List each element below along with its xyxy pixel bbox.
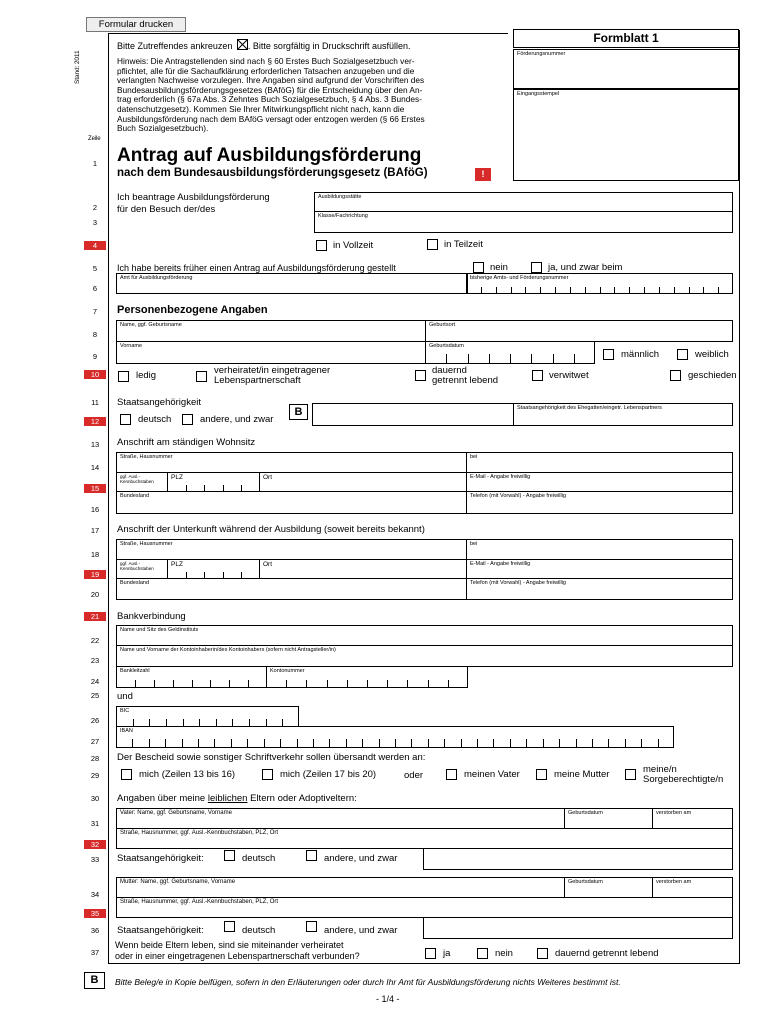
und-label: und xyxy=(117,691,133,702)
vater-staatsang-label: Staatsangehörigkeit: xyxy=(117,853,204,864)
staatsang-label: Staatsangehörigkeit xyxy=(117,397,201,408)
unterkunft-email-field[interactable]: E-Mail - Angabe freiwillig xyxy=(466,559,733,579)
digit-separator xyxy=(229,680,230,688)
frueher-nein-label: nein xyxy=(490,262,508,273)
row-number: 11 xyxy=(91,398,99,407)
iban-ticks xyxy=(116,739,674,748)
eltern-ja-label: ja xyxy=(443,948,451,959)
ledig-checkbox[interactable] xyxy=(118,371,129,382)
wohnsitz-email-field[interactable]: E-Mail - Angabe freiwillig xyxy=(466,472,733,492)
checkbox-example-icon xyxy=(237,39,248,50)
eltern-nein-checkbox[interactable] xyxy=(477,948,488,959)
digit-separator xyxy=(247,739,248,748)
digit-separator xyxy=(379,739,380,748)
digit-separator xyxy=(531,354,532,364)
bisherige-nummer-ticks xyxy=(466,287,733,294)
row-number: 19 xyxy=(84,570,106,579)
digit-separator xyxy=(362,739,363,748)
digit-separator xyxy=(248,680,249,688)
unterkunft-kfz-field[interactable]: ggf. Ausl.-Kennbuchstaben xyxy=(116,559,168,579)
verheiratet-label: verheiratet/in eingetragener Lebenspartnerschaft xyxy=(214,365,331,386)
wohnsitz-kfz-field[interactable]: ggf. Ausl.-Kennbuchstaben xyxy=(116,472,168,492)
beantrage-label-2: für den Besuch der/des xyxy=(117,204,216,215)
frueher-nein-checkbox[interactable] xyxy=(473,262,484,273)
digit-separator xyxy=(559,739,560,748)
verwitwet-checkbox[interactable] xyxy=(532,370,543,381)
mutter-andere-label: andere, und zwar xyxy=(324,925,398,936)
digit-separator xyxy=(489,354,490,364)
row-number: 24 xyxy=(90,677,100,686)
zeile-label: Zeile xyxy=(88,136,101,142)
verheiratet-checkbox[interactable] xyxy=(196,371,207,382)
bescheid-mutter-label: meine Mutter xyxy=(554,769,610,780)
digit-separator xyxy=(182,739,183,748)
row-number: 17 xyxy=(90,526,100,535)
eltern-ja-checkbox[interactable] xyxy=(425,948,436,959)
digit-separator xyxy=(703,287,704,294)
frueher-ja-checkbox[interactable] xyxy=(531,262,542,273)
unterkunft-telefon-field[interactable]: Telefon (mit Vorwahl) - Angabe freiwillig xyxy=(466,578,733,600)
digit-separator xyxy=(510,739,511,748)
row-number: 15 xyxy=(84,484,106,493)
bescheid-sorge-label: meine/n Sorgeberechtigte/n xyxy=(643,764,724,785)
row-number: 30 xyxy=(90,794,100,803)
digit-separator xyxy=(641,739,642,748)
staatsang-andere-field[interactable] xyxy=(312,403,514,426)
staatsang-andere-checkbox[interactable] xyxy=(182,414,193,425)
digit-separator xyxy=(576,739,577,748)
vater-andere-checkbox[interactable] xyxy=(306,850,317,861)
row-number: 33 xyxy=(90,855,100,864)
digit-separator xyxy=(553,354,554,364)
digit-separator xyxy=(608,739,609,748)
digit-separator xyxy=(448,680,449,688)
digit-separator xyxy=(526,739,527,748)
digit-separator xyxy=(525,287,526,294)
digit-separator xyxy=(444,739,445,748)
maennlich-label: männlich xyxy=(621,349,660,360)
digit-separator xyxy=(346,739,347,748)
mutter-andere-checkbox[interactable] xyxy=(306,921,317,932)
row-number: 31 xyxy=(90,819,100,828)
amt-field[interactable]: Amt für Ausbildungsförderung xyxy=(116,273,468,294)
row-number: 8 xyxy=(92,330,98,339)
digit-separator xyxy=(214,739,215,748)
row-number: 37 xyxy=(90,948,100,957)
vollzeit-checkbox[interactable] xyxy=(316,240,327,251)
digit-separator xyxy=(395,739,396,748)
bescheid-vater-checkbox[interactable] xyxy=(446,769,457,780)
kontonummer-ticks xyxy=(266,680,468,688)
vater-geburtsdatum-field[interactable]: Geburtsdatum xyxy=(564,808,653,829)
digit-separator xyxy=(614,287,615,294)
bescheid-oder-label: oder xyxy=(404,770,424,781)
beantrage-label-1: Ich beantrage Ausbildungsförderung xyxy=(117,192,270,203)
digit-separator xyxy=(477,739,478,748)
bescheid-label: Der Bescheid sowie sonstiger Schriftverkehr sollen übersandt werden an: xyxy=(117,752,426,763)
name-field[interactable]: Name, ggf. Geburtsname xyxy=(116,320,426,342)
geburtsdatum-ticks xyxy=(425,354,595,364)
digit-separator xyxy=(574,354,575,364)
digit-separator xyxy=(428,739,429,748)
digit-separator xyxy=(173,680,174,688)
row-number: 35 xyxy=(84,909,106,918)
wohnsitz-telefon-field[interactable]: Telefon (mit Vorwahl) - Angabe freiwillig xyxy=(466,491,733,514)
digit-separator xyxy=(132,739,133,748)
bank-name-field[interactable]: Name und Sitz des Geldinstituts xyxy=(116,625,733,646)
footer-b-marker: B xyxy=(84,972,105,989)
teilzeit-label: in Teilzeit xyxy=(444,239,483,250)
digit-separator xyxy=(511,287,512,294)
digit-separator xyxy=(629,287,630,294)
digit-separator xyxy=(644,287,645,294)
row-number: 14 xyxy=(90,463,100,472)
unterkunft-strasse-field[interactable]: Straße, Hausnummer xyxy=(116,539,467,560)
bescheid-mich1-checkbox[interactable] xyxy=(121,769,132,780)
frueher-ja-label: ja, und zwar beim xyxy=(548,262,623,273)
page-number: - 1/4 - xyxy=(376,994,400,1004)
left-border xyxy=(108,33,109,963)
row-number: 28 xyxy=(90,754,100,763)
row-number: 1 xyxy=(92,159,98,168)
ankreuzen-text: Bitte Zutreffendes ankreuzen . Bitte sorgfältig in Druckschrift ausfüllen. xyxy=(117,41,411,51)
geburtsdatum-field[interactable]: Geburtsdatum xyxy=(425,341,595,364)
section-anschrift: Anschrift am ständigen Wohnsitz xyxy=(117,437,256,448)
right-border xyxy=(739,30,740,963)
mutter-name-field[interactable]: Mutter: Name, ggf. Geburtsname, Vorname xyxy=(116,877,565,898)
row-number: 21 xyxy=(84,612,106,621)
row-number: 22 xyxy=(90,636,100,645)
page-title: Antrag auf Ausbildungsförderung xyxy=(117,145,422,166)
digit-separator xyxy=(540,287,541,294)
maennlich-checkbox[interactable] xyxy=(603,349,614,360)
row-number: 34 xyxy=(90,890,100,899)
digit-separator xyxy=(718,287,719,294)
digit-separator xyxy=(387,680,388,688)
ausbildungsstaette-field[interactable]: Ausbildungsstätte xyxy=(314,192,733,212)
digit-separator xyxy=(481,287,482,294)
unterkunft-plz-field[interactable]: PLZ xyxy=(167,559,260,579)
vollzeit-label: in Vollzeit xyxy=(333,240,374,251)
digit-separator xyxy=(600,287,601,294)
weiblich-checkbox[interactable] xyxy=(677,349,688,360)
mutter-deutsch-checkbox[interactable] xyxy=(224,921,235,932)
mutter-verstorben-field[interactable]: verstorben am xyxy=(652,877,733,898)
row-number: 12 xyxy=(84,417,106,426)
stand-label: Stand: 2011 xyxy=(74,50,81,84)
vater-deutsch-label: deutsch xyxy=(242,853,276,864)
digit-separator xyxy=(264,739,265,748)
bescheid-sorge-checkbox[interactable] xyxy=(625,769,636,780)
mutter-geburtsdatum-field[interactable]: Geburtsdatum xyxy=(564,877,653,898)
ledig-label: ledig xyxy=(136,370,157,381)
digit-separator xyxy=(306,680,307,688)
footer-note: Bitte Beleg/e in Kopie beifügen, sofern in den Erläuterungen oder durch Ihr Amt für Ausbildungsförderung nichts Weiteres bestimmt ist. xyxy=(115,977,621,987)
digit-separator xyxy=(327,680,328,688)
unterkunft-bundesland-field[interactable]: Bundesland xyxy=(116,578,467,600)
staatsang-deutsch-checkbox[interactable] xyxy=(120,414,131,425)
section-eltern: Angaben über meine leiblichen Eltern oder Adoptiveltern: xyxy=(117,793,357,804)
eltern-nein-label: nein xyxy=(495,948,513,959)
row-number: 36 xyxy=(90,926,100,935)
row-number: 2 xyxy=(92,203,98,212)
wohnsitz-ort-field[interactable]: Ort xyxy=(259,472,467,492)
staatsang-ehegatte-field[interactable]: Staatsangehörigkeit des Ehegatten/eingetr. Lebenspartners xyxy=(513,403,733,426)
geschieden-checkbox[interactable] xyxy=(670,370,681,381)
mutter-staatsang-label: Staatsangehörigkeit: xyxy=(117,925,204,936)
mutter-deutsch-label: deutsch xyxy=(242,925,276,936)
vater-verstorben-field[interactable]: verstorben am xyxy=(652,808,733,829)
digit-separator xyxy=(286,680,287,688)
digit-separator xyxy=(510,354,511,364)
digit-separator xyxy=(231,739,232,748)
digit-separator xyxy=(192,680,193,688)
row-number: 10 xyxy=(84,370,106,379)
row-number: 9 xyxy=(92,352,98,361)
digit-separator xyxy=(280,739,281,748)
teilzeit-checkbox[interactable] xyxy=(427,239,438,250)
section-personenbezogen: Personenbezogene Angaben xyxy=(117,304,268,316)
digit-separator xyxy=(543,739,544,748)
digit-separator xyxy=(135,680,136,688)
digit-separator xyxy=(659,287,660,294)
vater-strasse-field[interactable]: Straße, Hausnummer, ggf. Ausl.-Kennbuchstaben, PLZ, Ort xyxy=(116,828,733,849)
print-button[interactable]: Formular drucken xyxy=(86,17,186,32)
row-number: 3 xyxy=(92,218,98,227)
row-number: 5 xyxy=(92,264,98,273)
eltern-verheiratet-label: Wenn beide Eltern leben, sind sie miteinander verheiratet oder in einer eingetragenen Lebenspartnerschaft verbunden? xyxy=(115,940,360,961)
wohnsitz-bei-field[interactable]: bei xyxy=(466,452,733,473)
digit-separator xyxy=(658,739,659,748)
digit-separator xyxy=(468,354,469,364)
row-number: 16 xyxy=(90,505,100,514)
row-number: 13 xyxy=(90,440,100,449)
top-border xyxy=(108,33,508,34)
bescheid-mutter-checkbox[interactable] xyxy=(536,769,547,780)
eingangsstempel-field: Eingangsstempel xyxy=(513,89,739,181)
dauernd-getrennt-checkbox[interactable] xyxy=(415,370,426,381)
digit-separator xyxy=(592,739,593,748)
digit-separator xyxy=(625,739,626,748)
bescheid-mich2-label: mich (Zeilen 17 bis 20) xyxy=(280,769,377,780)
digit-separator xyxy=(570,287,571,294)
bisherige-nummer-field[interactable]: bisherige Amts- und Förderungsnummer xyxy=(466,273,733,294)
digit-separator xyxy=(154,680,155,688)
digit-separator xyxy=(555,287,556,294)
geburtsort-field[interactable]: Geburtsort xyxy=(425,320,733,342)
digit-separator xyxy=(329,739,330,748)
mutter-andere-field[interactable] xyxy=(423,917,733,939)
digit-separator xyxy=(674,287,675,294)
row-number: 20 xyxy=(90,590,100,599)
section-bank: Bankverbindung xyxy=(117,611,186,622)
digit-separator xyxy=(496,287,497,294)
vater-name-field[interactable]: Vater: Name, ggf. Geburtsname, Vorname xyxy=(116,808,565,829)
digit-separator xyxy=(411,739,412,748)
bescheid-mich2-checkbox[interactable] xyxy=(262,769,273,780)
digit-separator xyxy=(149,739,150,748)
row-number: 25 xyxy=(90,691,100,700)
digit-separator xyxy=(493,739,494,748)
wohnsitz-bundesland-field[interactable]: Bundesland xyxy=(116,491,467,514)
row-number: 7 xyxy=(92,307,98,316)
digit-separator xyxy=(428,680,429,688)
dauernd-getrennt-label: dauernd getrennt lebend xyxy=(432,365,499,386)
digit-separator xyxy=(367,680,368,688)
row-number: 29 xyxy=(90,771,100,780)
b-marker: B xyxy=(289,404,308,420)
verwitwet-label: verwitwet xyxy=(549,370,589,381)
row-number: 18 xyxy=(90,550,100,559)
kontoinhaber-field[interactable]: Name und Vorname der Kontoinhaberin/des Kontoinhabers (sofern nicht Antragsteller/in) xyxy=(116,645,733,667)
iban-field[interactable]: IBAN xyxy=(116,726,674,748)
frueher-antrag-label: Ich habe bereits früher einen Antrag auf Ausbildungsförderung gestellt xyxy=(117,263,396,273)
digit-separator xyxy=(210,680,211,688)
unterkunft-ort-field[interactable]: Ort xyxy=(259,559,467,579)
digit-separator xyxy=(198,739,199,748)
foerderungsnummer-field[interactable]: Förderungsnummer xyxy=(513,49,739,89)
digit-separator xyxy=(585,287,586,294)
bescheid-mich1-label: mich (Zeilen 13 bis 16) xyxy=(139,769,236,780)
eltern-getrennt-label: dauernd getrennt lebend xyxy=(555,948,659,959)
digit-separator xyxy=(347,680,348,688)
blz-ticks xyxy=(116,680,267,688)
vater-andere-field[interactable] xyxy=(423,848,733,870)
digit-separator xyxy=(165,739,166,748)
digit-separator xyxy=(297,739,298,748)
hinweis-text: Hinweis: Die Antragstellenden sind nach § 60 Erstes Buch Sozialgesetzbuch ver- pflichtet, alle für die Sachaufklärung erforderlichen Tatsachen anzugeben und die verlangten Nachweise vorzulegen. Ihre Angaben sind aufgrund der Vorschriften des Bundesausbildungsförderungsgesetzes (BAföG) für die Entscheidung über den An- trag erforderlich (§ 67a Abs. 3 Zehntes Buch Sozialgesetzbuch, § 4 Abs. 3 Bundes- datenschutzgesetz). Kommen Sie Ihrer Mitwirkungspflicht nicht nach, kann die Ausbildungsförderung nach dem BAföG versagt oder entzogen werden (§ 66 Erstes Buch Sozialgesetzbuch). xyxy=(117,56,425,134)
geschieden-label: geschieden xyxy=(688,370,737,381)
bottom-border xyxy=(108,963,740,964)
vater-andere-label: andere, und zwar xyxy=(324,853,398,864)
formblatt-title-box: Formblatt 1 xyxy=(513,29,739,48)
blz-field[interactable]: Bankleitzahl xyxy=(116,666,267,688)
staatsang-deutsch-label: deutsch xyxy=(138,414,172,425)
wohnsitz-strasse-field[interactable]: Straße, Hausnummer xyxy=(116,452,467,473)
vorname-field[interactable]: Vorname xyxy=(116,341,426,364)
row-number: 4 xyxy=(84,241,106,250)
digit-separator xyxy=(689,287,690,294)
kontonummer-field[interactable]: Kontonummer xyxy=(266,666,468,688)
mutter-strasse-field[interactable]: Straße, Hausnummer, ggf. Ausl.-Kennbuchstaben, PLZ, Ort xyxy=(116,897,733,918)
klasse-field[interactable]: Klasse/Fachrichtung xyxy=(314,211,733,233)
digit-separator xyxy=(461,739,462,748)
row-number: 27 xyxy=(90,737,100,746)
eltern-getrennt-checkbox[interactable] xyxy=(537,948,548,959)
bescheid-vater-label: meinen Vater xyxy=(464,769,520,780)
wohnsitz-plz-field[interactable]: PLZ xyxy=(167,472,260,492)
unterkunft-bei-field[interactable]: bei xyxy=(466,539,733,560)
row-number: 6 xyxy=(92,284,98,293)
row-number: 26 xyxy=(90,716,100,725)
bic-field[interactable]: BIC xyxy=(116,706,299,727)
weiblich-label: weiblich xyxy=(695,349,729,360)
section-unterkunft: Anschrift der Unterkunft während der Ausbildung (soweit bereits bekannt) xyxy=(117,524,425,535)
digit-separator xyxy=(446,354,447,364)
row-number: 32 xyxy=(84,840,106,849)
page-subtitle: nach dem Bundesausbildungsförderungsgesetz (BAföG) xyxy=(117,167,428,179)
digit-separator xyxy=(407,680,408,688)
vater-deutsch-checkbox[interactable] xyxy=(224,850,235,861)
staatsang-andere-label: andere, und zwar xyxy=(200,414,274,425)
row-number: 23 xyxy=(90,656,100,665)
info-badge[interactable]: ! xyxy=(475,168,491,181)
digit-separator xyxy=(313,739,314,748)
